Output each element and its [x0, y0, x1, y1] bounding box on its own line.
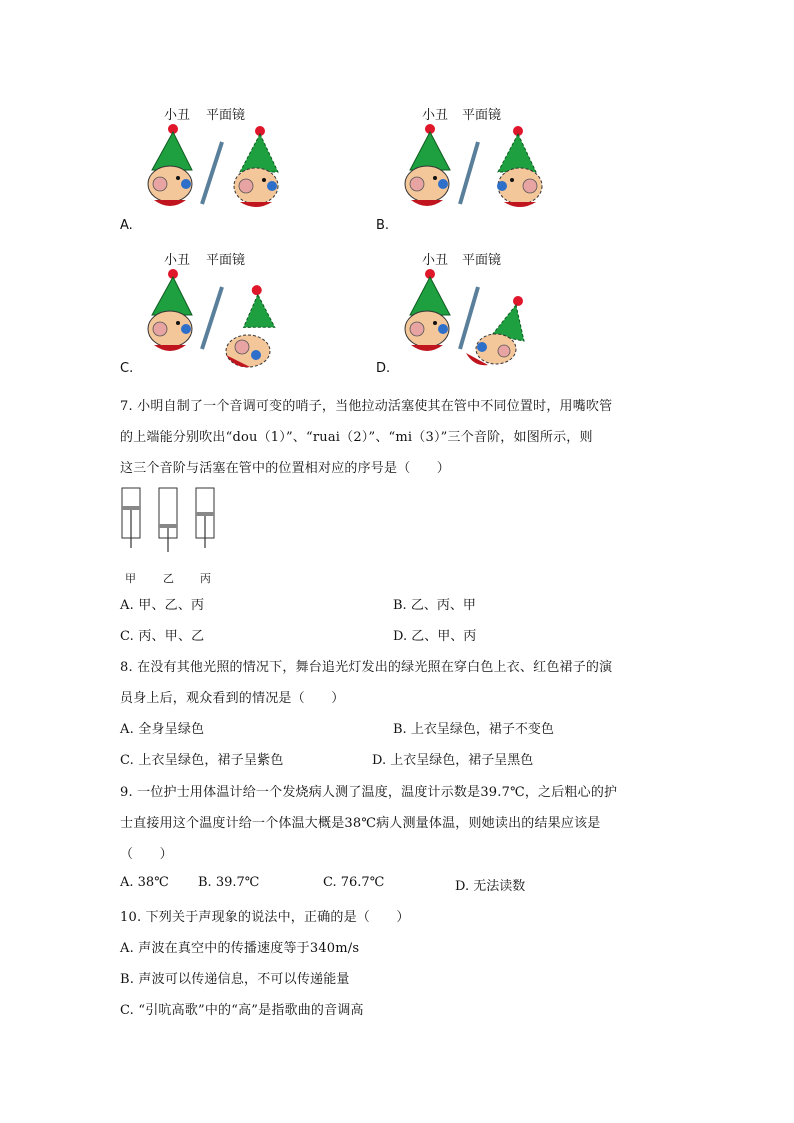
q7-line-3: 这三个音阶与活塞在管中的位置相对应的序号是（ ） [120, 461, 451, 476]
q9-option-c: C. 76.7℃ [323, 875, 385, 890]
option-a-letter: A. [120, 218, 133, 233]
q7-line-2: 的上端能分别吹出“dou（1）”、“ruai（2）”、“mi（3）”三个音阶，如图所示，则 [120, 430, 593, 445]
mirror-label: 平面镜 [462, 253, 502, 268]
q10-option-a: A. 声波在真空中的传播速度等于340m/s [120, 941, 360, 956]
q9-option-a: A. 38℃ [120, 875, 169, 890]
option-c-letter: C. [120, 361, 134, 376]
q7-option-c: C. 丙、甲、乙 [120, 629, 205, 644]
figure-option-b [376, 100, 600, 233]
tube-label-jia: 甲 [125, 572, 136, 585]
q9-line-2: 士直接用这个温度计给一个体温大概是38℃病人测量体温，则她读出的结果应该是 [120, 816, 601, 831]
mirror-label: 平面镜 [206, 108, 246, 123]
q9-option-b: B. 39.7℃ [198, 875, 260, 890]
q10-option-c: C. “引吭高歌”中的“高”是指歌曲的音调高 [120, 1003, 364, 1018]
q7-option-d: D. 乙、甲、丙 [393, 629, 477, 644]
q8-line-1: 8. 在没有其他光照的情况下，舞台追光灯发出的绿光照在穿白色上衣、红色裙子的演 [120, 660, 613, 675]
q7-line-1: 7. 小明自制了一个音调可变的哨子，当他拉动活塞使其在管中不同位置时，用嘴吹管 [120, 399, 613, 414]
clown-label: 小丑 [164, 108, 191, 123]
clown-mirror-illustration-a [140, 120, 340, 210]
q8-option-d: D. 上衣呈绿色，裙子呈黑色 [372, 753, 534, 768]
q9-line-3: （ ） [120, 847, 173, 862]
clown-label: 小丑 [422, 108, 449, 123]
whistle-tubes-figure [118, 484, 228, 554]
q10-line-1: 10. 下列关于声现象的说法中，正确的是（ ） [120, 910, 410, 925]
q8-option-c: C. 上衣呈绿色，裙子呈紫色 [120, 753, 284, 768]
clown-label: 小丑 [422, 253, 449, 268]
clown-mirror-illustration-d [400, 265, 600, 370]
q8-option-b: B. 上衣呈绿色，裙子不变色 [393, 722, 554, 737]
q7-option-b: B. 乙、丙、甲 [393, 598, 476, 613]
clown-mirror-illustration-c [140, 265, 340, 370]
figure-option-d [376, 245, 600, 376]
option-d-letter: D. [376, 361, 391, 376]
option-b-letter: B. [376, 218, 390, 233]
q10-option-b: B. 声波可以传递信息，不可以传递能量 [120, 972, 350, 987]
mirror-label: 平面镜 [462, 108, 502, 123]
tube-label-bing: 丙 [200, 572, 211, 585]
q9-line-1: 9. 一位护士用体温计给一个发烧病人测了温度，温度计示数是39.7℃，之后粗心的护 [120, 785, 618, 800]
clown-label: 小丑 [164, 253, 191, 268]
q7-option-a: A. 甲、乙、丙 [120, 598, 205, 613]
mirror-label: 平面镜 [206, 253, 246, 268]
tube-label-yi: 乙 [163, 572, 174, 585]
q8-option-a: A. 全身呈绿色 [120, 722, 205, 737]
figure-option-c [120, 245, 340, 376]
clown-mirror-illustration-b [400, 120, 600, 210]
figure-option-a [120, 100, 340, 233]
q9-option-d: D. 无法读数 [455, 879, 526, 894]
q8-line-2: 员身上后，观众看到的情况是（ ） [120, 691, 345, 706]
